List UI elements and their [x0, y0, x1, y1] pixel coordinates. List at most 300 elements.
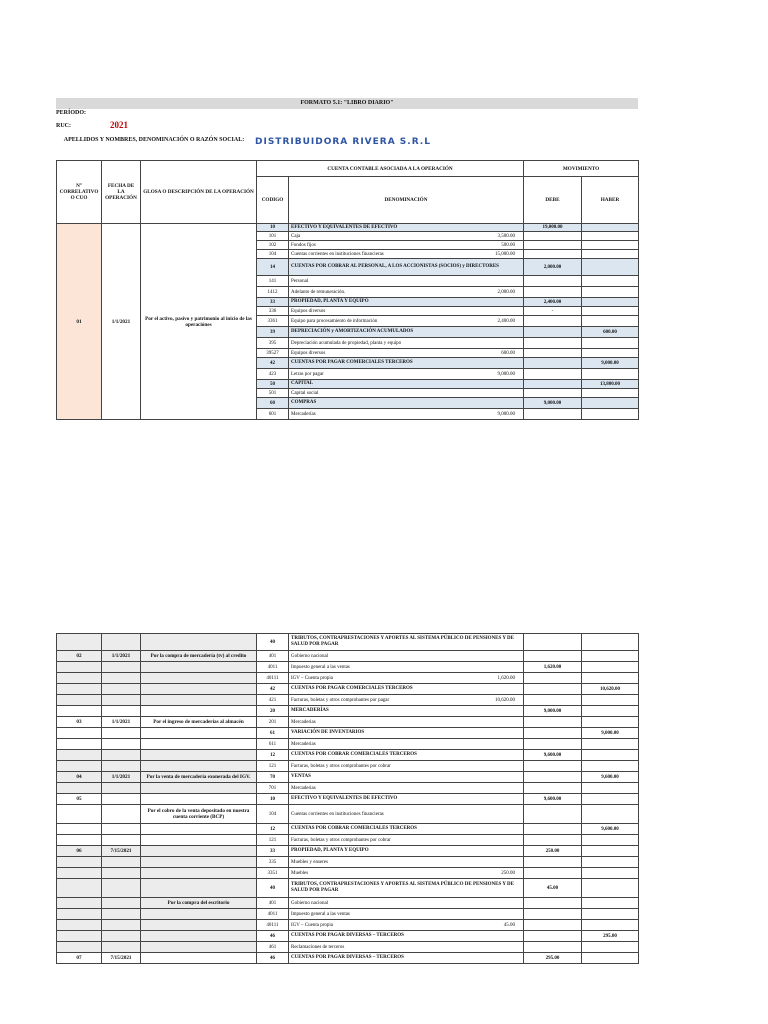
denominacion-wrap — [291, 912, 521, 917]
debe-cell: 45.00 — [524, 879, 582, 898]
account-code: 423 — [257, 369, 289, 380]
entry-number — [57, 868, 102, 879]
denominacion-wrap — [291, 923, 521, 928]
account-code: 335 — [257, 857, 289, 868]
account-code: 10 — [257, 794, 289, 805]
account-name: Caja — [291, 233, 301, 239]
account-name: Personal — [291, 278, 309, 284]
entry-date: 1/1/2021 — [102, 717, 141, 728]
debe-cell — [524, 909, 582, 920]
entry-number — [57, 684, 102, 695]
entry-date — [102, 695, 141, 706]
debe-cell: 2,000.00 — [524, 259, 582, 276]
table-row — [57, 706, 639, 717]
haber-cell — [582, 909, 639, 920]
haber-cell — [582, 761, 639, 772]
account-code: 33 — [257, 846, 289, 857]
haber-cell — [582, 953, 639, 964]
entry-glosa — [141, 673, 257, 684]
account-code: 104 — [257, 250, 289, 259]
sub-amount — [515, 225, 521, 231]
sub-amount — [515, 812, 521, 817]
denominacion-wrap — [291, 708, 521, 714]
account-code: 46 — [257, 953, 289, 964]
denominacion-wrap — [291, 252, 521, 257]
debe-cell: 9,600.00 — [524, 750, 582, 761]
haber-cell — [582, 942, 639, 953]
account-name: Equipos diversos — [291, 350, 326, 356]
haber-cell: 9,600.00 — [582, 824, 639, 835]
sub-amount: 1,620.00 — [497, 675, 515, 681]
account-code: 20 — [257, 706, 289, 717]
col-glosa: GLOSA O DESCRIPCIÓN DE LA OPERACIÓN — [141, 161, 257, 224]
account-code: 10 — [257, 224, 289, 232]
denominacion-cell — [289, 232, 524, 241]
entry-number — [57, 728, 102, 739]
account-name: Cuentas corrientes en instituciones financieras — [291, 811, 384, 817]
sub-amount — [515, 912, 521, 917]
haber-cell — [582, 409, 639, 420]
debe-cell — [524, 942, 582, 953]
account-name: CAPITAL — [291, 381, 314, 386]
table-row — [57, 805, 639, 824]
denominacion-cell — [289, 276, 524, 287]
debe-cell — [524, 772, 582, 783]
entry-glosa — [141, 909, 257, 920]
debe-cell — [524, 369, 582, 380]
haber-cell — [582, 835, 639, 846]
account-name: CUENTAS POR COBRAR COMERCIALES TERCEROS — [291, 752, 417, 757]
denominacion-cell — [289, 879, 524, 898]
sub-amount: 9,000.00 — [497, 411, 515, 417]
debe-cell — [524, 276, 582, 287]
account-code: 42 — [257, 684, 289, 695]
haber-cell — [582, 857, 639, 868]
table-row — [57, 879, 639, 898]
entry-date — [102, 879, 141, 898]
entry-glosa — [141, 695, 257, 706]
entry-date — [102, 673, 141, 684]
denominacion-cell — [289, 327, 524, 338]
debe-cell — [524, 358, 582, 369]
debe-cell — [524, 684, 582, 695]
account-name: PROPIEDAD, PLANTA Y EQUIPO — [291, 848, 369, 853]
company-name: DISTRIBUIDORA RIVERA S.R.L — [255, 137, 431, 147]
entry-number: 05 — [57, 794, 102, 805]
entry-glosa — [141, 931, 257, 942]
account-name: CUENTAS POR COBRAR COMERCIALES TERCEROS — [291, 826, 417, 831]
col-denominacion: DENOMINACIÓN — [289, 177, 524, 224]
table-row — [57, 824, 639, 835]
sub-amount — [515, 752, 521, 758]
entry-glosa — [141, 750, 257, 761]
account-name: Muebles y enseres — [291, 859, 328, 865]
denominacion-wrap — [291, 955, 521, 961]
denominacion-cell — [289, 761, 524, 772]
entry-glosa: Por el activo, pasivo y patrimonio al inicio de las operaciónes — [141, 224, 257, 420]
entry-glosa — [141, 783, 257, 794]
entry-glosa: Por el cobro de la venta depositado en nuestra cuenta corriente (BCP) — [141, 805, 257, 824]
account-name: Mercaderias — [291, 741, 316, 747]
sub-amount — [515, 786, 521, 791]
account-code: 102 — [257, 241, 289, 250]
denominacion-cell — [289, 316, 524, 327]
table-row — [57, 953, 639, 964]
account-code: 104 — [257, 805, 289, 824]
sub-amount: 250.00 — [501, 870, 515, 876]
denominacion-wrap — [291, 838, 521, 843]
entry-date — [102, 706, 141, 717]
ruc-label: RUC: — [56, 123, 71, 129]
entry-glosa — [141, 824, 257, 835]
entry-date — [102, 794, 141, 805]
entry-number — [57, 673, 102, 684]
account-code: 336 — [257, 307, 289, 316]
account-name: CUENTAS POR PAGAR DIVERSAS – TERCEROS — [291, 955, 404, 960]
debe-cell — [524, 327, 582, 338]
account-name: Reclamaciones de terceros — [291, 944, 345, 950]
denominacion-wrap — [291, 234, 521, 239]
debe-cell — [524, 338, 582, 349]
entry-number — [57, 824, 102, 835]
debe-cell — [524, 389, 582, 398]
denominacion-cell — [289, 398, 524, 409]
denominacion-cell — [289, 909, 524, 920]
denominacion-cell — [289, 920, 524, 931]
denominacion-cell — [289, 349, 524, 358]
entry-date — [102, 739, 141, 750]
account-name: TRIBUTOS, CONTRAPRESTACIONES Y APORTES AL SISTEMA PÚBLICO DE PENSIONES Y DE SALUD POR PAGAR — [291, 636, 514, 647]
table-row — [57, 662, 639, 673]
sub-amount — [515, 381, 521, 387]
debe-cell — [524, 316, 582, 327]
entry-date — [102, 824, 141, 835]
haber-cell — [582, 232, 639, 241]
entry-number: 03 — [57, 717, 102, 728]
haber-cell — [582, 846, 639, 857]
sub-amount — [515, 882, 521, 894]
account-name: Equipos diversos — [291, 308, 326, 314]
denominacion-cell — [289, 868, 524, 879]
denominacion-cell — [289, 662, 524, 673]
denominacion-wrap — [291, 786, 521, 791]
account-code: 121 — [257, 761, 289, 772]
denominacion-cell — [289, 287, 524, 298]
entry-glosa: Por la compra del escritorio — [141, 898, 257, 909]
denominacion-wrap — [291, 264, 521, 270]
sub-amount: 10,620.00 — [495, 697, 515, 703]
denominacion-cell — [289, 739, 524, 750]
entry-glosa — [141, 942, 257, 953]
sub-amount: 2,000.00 — [497, 289, 515, 295]
col-haber: HABER — [582, 177, 639, 224]
haber-cell — [582, 398, 639, 409]
denominacion-wrap — [291, 319, 521, 324]
denominacion-cell — [289, 298, 524, 307]
haber-cell — [582, 783, 639, 794]
haber-cell: 9,000.00 — [582, 728, 639, 739]
haber-cell — [582, 389, 639, 398]
entry-number: 02 — [57, 651, 102, 662]
denominacion-cell — [289, 794, 524, 805]
entry-number — [57, 750, 102, 761]
sub-amount — [515, 720, 521, 725]
debe-cell: 9,000.00 — [524, 398, 582, 409]
entry-date — [102, 684, 141, 695]
document-title: FORMATO 5.1: "LIBRO DIARIO" — [56, 98, 638, 109]
denominacion-wrap — [291, 826, 521, 832]
table-row — [57, 772, 639, 783]
denominacion-cell — [289, 706, 524, 717]
account-code: 4011 — [257, 662, 289, 673]
debe-cell — [524, 241, 582, 250]
debe-cell — [524, 250, 582, 259]
haber-cell — [582, 316, 639, 327]
debe-cell: 9,600.00 — [524, 794, 582, 805]
haber-cell: 13,800.00 — [582, 380, 639, 389]
denominacion-wrap — [291, 686, 521, 692]
account-code: 12 — [257, 824, 289, 835]
col-codigo: CODIGO — [257, 177, 289, 224]
account-name: DEPRECIACIÓN y AMORTIZACIÓN ACUMULADOS — [291, 329, 414, 334]
debe-cell — [524, 695, 582, 706]
debe-cell — [524, 898, 582, 909]
entry-date: 1/1/2021 — [102, 772, 141, 783]
account-code: 61 — [257, 728, 289, 739]
sub-amount — [515, 730, 521, 736]
entry-date: 1/1/2021 — [102, 224, 141, 420]
account-code: 461 — [257, 942, 289, 953]
account-name: Adelanto de remuneración. — [291, 289, 346, 295]
debe-cell — [524, 805, 582, 824]
denominacion-wrap — [291, 372, 521, 377]
entry-date — [102, 805, 141, 824]
debe-cell: 250.00 — [524, 846, 582, 857]
haber-cell — [582, 241, 639, 250]
denominacion-wrap — [291, 279, 521, 284]
debe-cell — [524, 920, 582, 931]
col-fecha: FECHA DE LA OPERACIÓN — [102, 161, 141, 224]
col-debe: DEBE — [524, 177, 582, 224]
denominacion-cell — [289, 728, 524, 739]
haber-cell — [582, 868, 639, 879]
sub-amount — [515, 774, 521, 780]
sub-amount — [515, 742, 521, 747]
haber-cell — [582, 794, 639, 805]
denominacion-wrap — [291, 299, 521, 305]
table-row — [57, 783, 639, 794]
debe-cell — [524, 835, 582, 846]
table-row — [57, 728, 639, 739]
debe-cell — [524, 761, 582, 772]
sub-amount — [515, 686, 521, 692]
account-code: 141 — [257, 276, 289, 287]
entry-glosa — [141, 879, 257, 898]
denominacion-cell — [289, 241, 524, 250]
haber-cell — [582, 662, 639, 673]
sub-amount — [515, 391, 521, 396]
entry-glosa — [141, 662, 257, 673]
sub-amount: 15,000.00 — [495, 251, 515, 257]
account-name: Fondos fijos — [291, 242, 316, 248]
account-name: Mercaderías — [291, 411, 316, 417]
denominacion-wrap — [291, 945, 521, 950]
account-name: Facturas, boletas y otros comprobantes por cobrar — [291, 837, 391, 843]
denominacion-cell — [289, 369, 524, 380]
haber-cell: 10,620.00 — [582, 684, 639, 695]
account-name: Cuentas corrientes en instituciones financieras — [291, 251, 384, 257]
entry-date: 7/15/2021 — [102, 953, 141, 964]
account-code: 40111 — [257, 920, 289, 931]
haber-cell — [582, 250, 639, 259]
entry-glosa: Por la compra de mercadería (tv) al credito — [141, 651, 257, 662]
entry-date — [102, 835, 141, 846]
account-name: PROPIEDAD, PLANTA Y EQUIPO — [291, 299, 369, 304]
sub-amount — [515, 341, 521, 346]
entry-number — [57, 761, 102, 772]
sub-amount — [515, 796, 521, 802]
sub-amount — [515, 400, 521, 406]
sub-amount: 45.00 — [503, 922, 515, 928]
haber-cell — [582, 307, 639, 316]
account-name: COMPRAS — [291, 400, 317, 405]
sub-amount — [515, 329, 521, 335]
debe-cell — [524, 287, 582, 298]
denominacion-cell — [289, 846, 524, 857]
denominacion-cell — [289, 857, 524, 868]
haber-cell — [582, 651, 639, 662]
haber-cell — [582, 750, 639, 761]
entry-date — [102, 868, 141, 879]
debe-cell — [524, 651, 582, 662]
account-code: 701 — [257, 783, 289, 794]
entry-date — [102, 898, 141, 909]
haber-cell — [582, 739, 639, 750]
denominacion-cell — [289, 805, 524, 824]
sub-amount — [515, 360, 521, 366]
account-name: MERCADERÍAS — [291, 708, 329, 713]
haber-cell — [582, 259, 639, 276]
sub-amount: 600.00 — [501, 350, 515, 356]
entry-number: 01 — [57, 224, 102, 420]
col-correlativo: N° CORRELATIVO O CUO — [57, 161, 102, 224]
account-code: 101 — [257, 232, 289, 241]
account-code: 3351 — [257, 868, 289, 879]
haber-cell — [582, 920, 639, 931]
entry-number — [57, 805, 102, 824]
entry-number — [57, 706, 102, 717]
debe-cell: 1,620.00 — [524, 662, 582, 673]
haber-cell — [582, 276, 639, 287]
table-row — [57, 761, 639, 772]
denominacion-cell — [289, 338, 524, 349]
entry-number — [57, 835, 102, 846]
account-code: 39527 — [257, 349, 289, 358]
entry-number — [57, 857, 102, 868]
account-code: 46 — [257, 931, 289, 942]
table-row — [57, 942, 639, 953]
sub-amount: 2,400.00 — [497, 318, 515, 324]
account-name: Gobierno nacional — [291, 900, 329, 906]
account-code: 40111 — [257, 673, 289, 684]
account-name: Mercaderias — [291, 785, 316, 791]
entry-glosa — [141, 920, 257, 931]
denominacion-wrap — [291, 676, 521, 681]
entry-number — [57, 739, 102, 750]
denominacion-wrap — [291, 752, 521, 758]
denominacion-cell — [289, 783, 524, 794]
sub-amount — [515, 955, 521, 961]
denominacion-wrap — [291, 901, 521, 906]
account-code: 421 — [257, 695, 289, 706]
denominacion-wrap — [291, 871, 521, 876]
entry-glosa: Por el ingreso de mercaderias al almacén — [141, 717, 257, 728]
debe-cell — [524, 634, 582, 651]
account-code: 39 — [257, 327, 289, 338]
account-code: 40 — [257, 634, 289, 651]
denominacion-cell — [289, 898, 524, 909]
table-row — [57, 898, 639, 909]
debe-cell: 9,000.00 — [524, 706, 582, 717]
sub-amount — [515, 945, 521, 950]
entry-number — [57, 634, 102, 651]
entry-glosa — [141, 868, 257, 879]
sub-amount — [515, 309, 521, 314]
debe-cell — [524, 409, 582, 420]
denominacion-wrap — [291, 730, 521, 736]
entry-glosa — [141, 728, 257, 739]
sub-amount — [515, 279, 521, 284]
account-name: VENTAS — [291, 774, 311, 779]
entry-number — [57, 920, 102, 931]
sub-amount — [515, 264, 521, 270]
table-row — [57, 920, 639, 931]
account-code: 50 — [257, 380, 289, 389]
entry-number — [57, 909, 102, 920]
account-code: 3361 — [257, 316, 289, 327]
haber-cell — [582, 673, 639, 684]
denominacion-cell — [289, 942, 524, 953]
haber-cell — [582, 287, 639, 298]
account-code: 611 — [257, 739, 289, 750]
account-name: Facturas, boletas y otros comprobantes por cobrar — [291, 763, 391, 769]
haber-cell — [582, 879, 639, 898]
account-name: Depreciación acumulada de propiedad, planta y equipo — [291, 340, 402, 346]
denominacion-cell — [289, 673, 524, 684]
denominacion-cell — [289, 835, 524, 846]
account-name: Impuesto general a las ventas — [291, 664, 350, 670]
account-name: CUENTAS POR PAGAR COMERCIALES TERCEROS — [291, 360, 413, 365]
account-name: Facturas, boletas y otros comprobantes por pagar — [291, 697, 390, 703]
entry-date — [102, 728, 141, 739]
table-row — [57, 846, 639, 857]
denominacion-cell — [289, 307, 524, 316]
debe-cell — [524, 349, 582, 358]
table-row — [57, 224, 639, 232]
account-name: Impuesto general a las ventas — [291, 911, 350, 917]
denominacion-wrap — [291, 812, 521, 817]
denominacion-wrap — [291, 848, 521, 854]
haber-cell — [582, 706, 639, 717]
table-row — [57, 634, 639, 651]
denominacion-cell — [289, 634, 524, 651]
haber-cell — [582, 369, 639, 380]
sub-amount — [515, 654, 521, 659]
table-row — [57, 931, 639, 942]
account-name: CUENTAS POR COBRAR AL PERSONAL, A LOS ACCIONISTAS (SOCIOS) y DIRECTORES — [291, 264, 499, 269]
denominacion-cell — [289, 358, 524, 369]
debe-cell — [524, 728, 582, 739]
